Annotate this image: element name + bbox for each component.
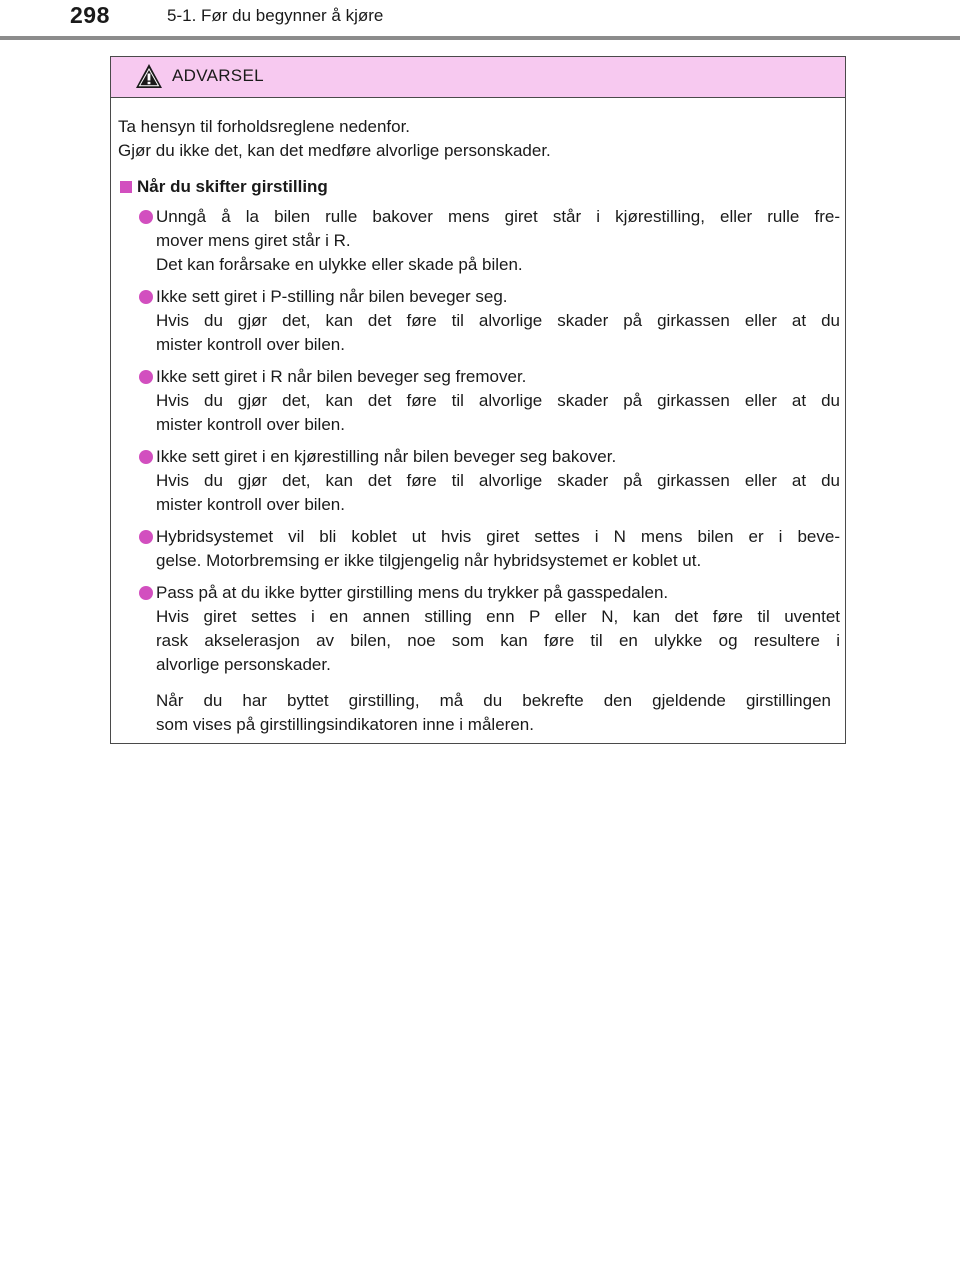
item-line: Unngå å la bilen rulle bakover mens giret står i kjørestilling, eller rulle fre- bbox=[156, 207, 840, 226]
intro-line: Gjør du ikke det, kan det medføre alvorlige personskader. bbox=[118, 141, 551, 160]
item-line: rask akselerasjon av bilen, noe som kan føre til en ulykke og resultere i bbox=[156, 631, 840, 650]
warning-header bbox=[111, 57, 845, 98]
circle-bullet-icon bbox=[139, 370, 153, 384]
item-line: mister kontroll over bilen. bbox=[156, 415, 345, 434]
note-line: Når du har byttet girstilling, må du bekrefte den gjeldende girstillingen bbox=[156, 691, 831, 710]
item-line: Det kan forårsake en ulykke eller skade på bilen. bbox=[156, 255, 523, 274]
circle-bullet-icon bbox=[139, 450, 153, 464]
item-line: Hvis du gjør det, kan det føre til alvorlige skader på girkassen eller at du bbox=[156, 391, 840, 410]
item-line: gelse. Motorbremsing er ikke tilgjengelig når hybridsystemet er koblet ut. bbox=[156, 551, 702, 570]
item-line: Hvis giret settes i en annen stilling enn P eller N, kan det føre til uventet bbox=[156, 607, 840, 626]
square-bullet-icon bbox=[120, 181, 132, 193]
item-line: mister kontroll over bilen. bbox=[156, 495, 345, 514]
subheading bbox=[118, 175, 840, 199]
item-line: alvorlige personskader. bbox=[156, 655, 331, 674]
item-line: Ikke sett giret i P-stilling når bilen beveger seg. bbox=[156, 287, 508, 306]
page-header bbox=[0, 0, 960, 40]
item-line: Hybridsystemet vil bli koblet ut hvis giret settes i N mens bilen er i beve- bbox=[156, 527, 840, 546]
circle-bullet-icon bbox=[139, 210, 153, 224]
page-number: 298 bbox=[70, 2, 110, 28]
item-line: Pass på at du ikke bytter girstilling mens du trykker på gasspedalen. bbox=[156, 583, 669, 602]
subheading-text: Når du skifter girstilling bbox=[137, 177, 328, 196]
section-title: 5-1. Før du begynner å kjøre bbox=[167, 6, 384, 25]
item-line: Ikke sett giret i R når bilen beveger seg fremover. bbox=[156, 367, 527, 386]
list-item bbox=[118, 285, 840, 357]
header-divider bbox=[0, 36, 960, 40]
warning-title: ADVARSEL bbox=[172, 66, 264, 85]
circle-bullet-icon bbox=[139, 586, 153, 600]
item-line: Ikke sett giret i en kjørestilling når bilen beveger seg bakover. bbox=[156, 447, 617, 466]
note-line: som vises på girstillingsindikatoren inne i måleren. bbox=[156, 715, 534, 734]
list-item bbox=[118, 205, 840, 277]
warning-triangle-icon bbox=[135, 63, 163, 89]
item-line: Hvis du gjør det, kan det føre til alvorlige skader på girkassen eller at du bbox=[156, 311, 840, 330]
list-item bbox=[118, 525, 840, 573]
circle-bullet-icon bbox=[139, 290, 153, 304]
list-item bbox=[118, 365, 840, 437]
list-item bbox=[118, 581, 840, 677]
item-line: Hvis du gjør det, kan det føre til alvorlige skader på girkassen eller at du bbox=[156, 471, 840, 490]
warning-body bbox=[118, 115, 840, 737]
item-line: mover mens giret står i R. bbox=[156, 231, 351, 250]
note-paragraph bbox=[118, 689, 840, 737]
warning-box bbox=[110, 56, 846, 744]
item-line: mister kontroll over bilen. bbox=[156, 335, 345, 354]
circle-bullet-icon bbox=[139, 530, 153, 544]
intro-line: Ta hensyn til forholdsreglene nedenfor. bbox=[118, 117, 411, 136]
list-item bbox=[118, 445, 840, 517]
